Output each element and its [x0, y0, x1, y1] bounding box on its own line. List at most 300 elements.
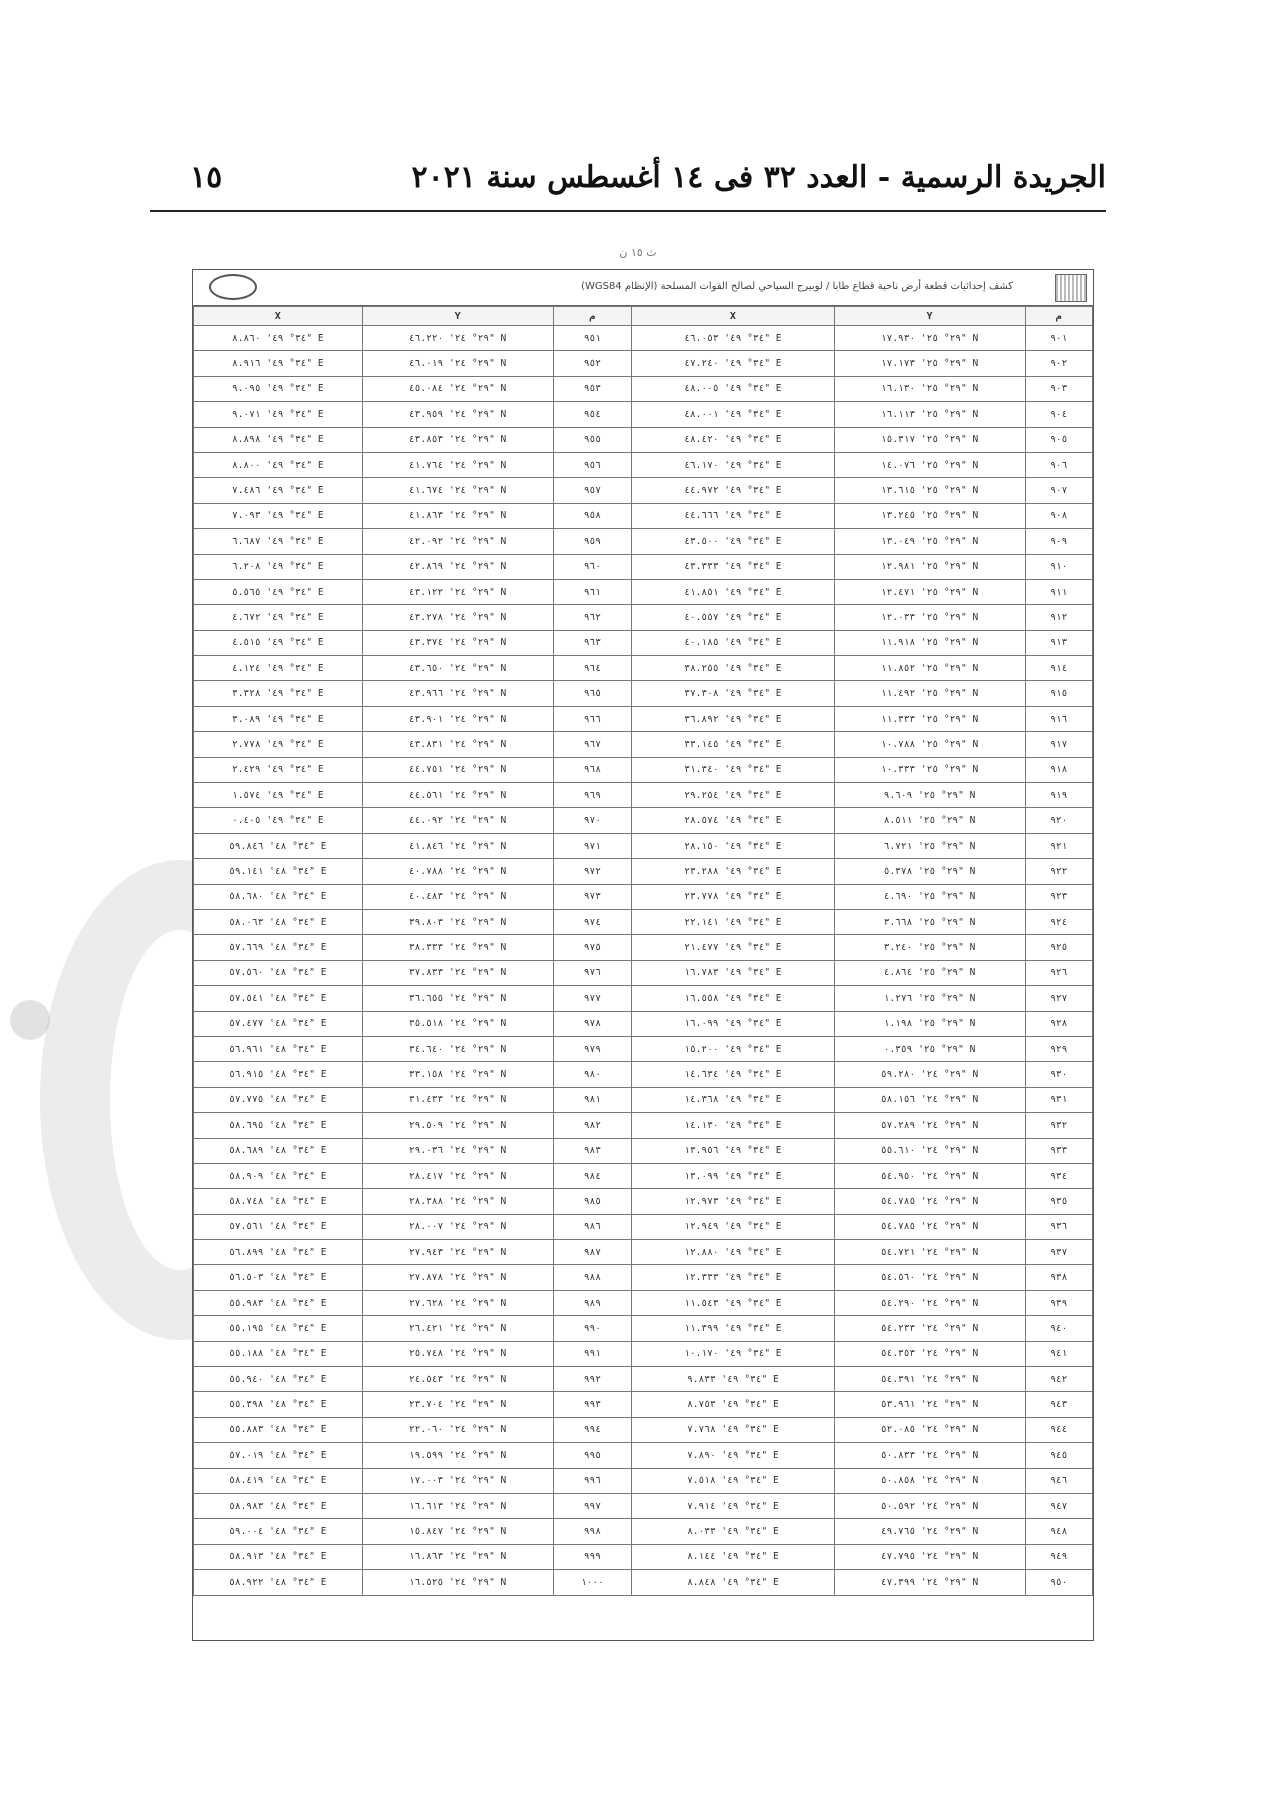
table-cell: ٩١٢: [1025, 605, 1092, 630]
table-row: [194, 326, 1093, 351]
table-row: [194, 503, 1093, 528]
table-cell: ٩٦٨: [553, 757, 632, 782]
table-cell: ٩٢٧: [1025, 986, 1092, 1011]
table-cell: ٢٩° ٢٥' ٩.٦٠٩" N: [834, 783, 1025, 808]
table-cell: ٣٤° ٤٩' ١٣.٠٩٩" E: [632, 1163, 834, 1188]
table-cell: ٣٤° ٤٩' ٧.٩١٤" E: [632, 1493, 834, 1518]
table-cell: ٣٤° ٤٨' ٥٨.٠٦٣" E: [194, 909, 363, 934]
table-cell: ٢٩° ٢٤' ٤٣.٩٠١" N: [362, 706, 553, 731]
coordinates-table: [193, 306, 1093, 1596]
table-cell: ٩١١: [1025, 579, 1092, 604]
table-row: [194, 605, 1093, 630]
table-cell: ٣٤° ٤٩' ٢٨.١٥٠" E: [632, 833, 834, 858]
table-cell: ٣٤° ٤٩' ٤٣.٥٠٠" E: [632, 529, 834, 554]
table-row: [194, 1341, 1093, 1366]
table-cell: ٣٤° ٤٩' ٤٨.٠٠١" E: [632, 402, 834, 427]
table-cell: ٢٩° ٢٥' ٣.٢٤٠" N: [834, 935, 1025, 960]
table-cell: ٢٩° ٢٤' ٣٩.٨٠٣" N: [362, 909, 553, 934]
table-cell: ٩١٦: [1025, 706, 1092, 731]
table-cell: ٣٤° ٤٩' ٨.٨٦٠" E: [194, 326, 363, 351]
table-cell: ٢٩° ٢٤' ٥٧.٢٨٩" N: [834, 1113, 1025, 1138]
table-cell: ٢٩° ٢٥' ١.٢٧٦" N: [834, 986, 1025, 1011]
table-cell: ٩٩٤: [553, 1417, 632, 1442]
table-cell: ٢٩° ٢٥' ٤.٨٦٤" N: [834, 960, 1025, 985]
table-body: [194, 326, 1093, 1596]
table-row: [194, 1468, 1093, 1493]
table-row: [194, 1570, 1093, 1595]
table-cell: ٩٤٩: [1025, 1544, 1092, 1569]
table-cell: ٢٩° ٢٥' ٨.٥١١" N: [834, 808, 1025, 833]
table-cell: ٢٩° ٢٥' ١١.٨٥٢" N: [834, 656, 1025, 681]
table-row: [194, 859, 1093, 884]
table-cell: ٣٤° ٤٩' ٦.٦٨٧" E: [194, 529, 363, 554]
table-row: [194, 706, 1093, 731]
table-cell: ٩٤١: [1025, 1341, 1092, 1366]
table-cell: ٢٩° ٢٥' ١١.٤٩٢" N: [834, 681, 1025, 706]
table-cell: ٩٧٩: [553, 1036, 632, 1061]
table-cell: ٩١٧: [1025, 732, 1092, 757]
table-cell: ٩٤٣: [1025, 1392, 1092, 1417]
table-cell: ٣٤° ٤٩' ٤.٦٧٢" E: [194, 605, 363, 630]
table-cell: ٢٩° ٢٥' ١٦.١١٣" N: [834, 402, 1025, 427]
table-cell: ٩٨٦: [553, 1214, 632, 1239]
table-cell: ٢٩° ٢٤' ٤٤.٥٦١" N: [362, 783, 553, 808]
table-cell: ٩٣٤: [1025, 1163, 1092, 1188]
table-cell: ٢٩° ٢٥' ٣.٦٦٨" N: [834, 909, 1025, 934]
table-cell: ٣٤° ٤٩' ١٤.٣٦٨" E: [632, 1087, 834, 1112]
table-cell: ٣٤° ٤٩' ٢٩.٢٥٤" E: [632, 783, 834, 808]
table-cell: ٢٩° ٢٤' ٢٥.٧٤٨" N: [362, 1341, 553, 1366]
table-cell: ٢٩° ٢٥' ٠.٣٥٩" N: [834, 1036, 1025, 1061]
table-row: [194, 478, 1093, 503]
table-row: [194, 1392, 1093, 1417]
table-row: [194, 579, 1093, 604]
table-cell: ٢٩° ٢٤' ٣٨.٣٣٣" N: [362, 935, 553, 960]
table-cell: ٣٤° ٤٨' ٥٨.٦٩٥" E: [194, 1113, 363, 1138]
table-cell: ٩٦٩: [553, 783, 632, 808]
page-number: ١٥: [190, 160, 223, 195]
table-row: [194, 554, 1093, 579]
table-cell: ٩٢٨: [1025, 1011, 1092, 1036]
table-cell: ٩٦٢: [553, 605, 632, 630]
table-cell: ٩١٥: [1025, 681, 1092, 706]
table-cell: ٩٧٦: [553, 960, 632, 985]
table-cell: ٣٤° ٤٨' ٥٨.٩٠٩" E: [194, 1163, 363, 1188]
table-cell: ٩٧٥: [553, 935, 632, 960]
table-cell: ٢٩° ٢٥' ١٦.١٣٠" N: [834, 376, 1025, 401]
table-row: [194, 1189, 1093, 1214]
table-cell: ٢٩° ٢٤' ٣٧.٨٣٣" N: [362, 960, 553, 985]
table-cell: ٣٤° ٤٩' ١١.٣٩٩" E: [632, 1316, 834, 1341]
table-cell: ٢٩° ٢٤' ٣٥.٥١٨" N: [362, 1011, 553, 1036]
table-cell: ٢٩° ٢٥' ١٧.٩٣٠" N: [834, 326, 1025, 351]
document-caption: [193, 270, 1093, 306]
table-cell: ٩٣٧: [1025, 1240, 1092, 1265]
table-cell: ٣٤° ٤٨' ٥٩.٠٠٤" E: [194, 1519, 363, 1544]
table-cell: ٣٤° ٤٩' ١٦.٥٥٨" E: [632, 986, 834, 1011]
table-cell: ٩٨٩: [553, 1290, 632, 1315]
gazette-title: الجريدة الرسمية - العدد ٣٢ فى ١٤ أغسطس سنة ٢٠٢١: [411, 160, 1106, 195]
table-cell: ٩١٠: [1025, 554, 1092, 579]
table-cell: ٢٩° ٢٤' ١٥.٨٤٧" N: [362, 1519, 553, 1544]
table-cell: ٩٦٣: [553, 630, 632, 655]
table-row: [194, 630, 1093, 655]
table-cell: ٣٤° ٤٨' ٥٥.١٨٨" E: [194, 1341, 363, 1366]
table-cell: ٩٧٠: [553, 808, 632, 833]
table-cell: ٢٩° ٢٤' ٢٧.٦٢٨" N: [362, 1290, 553, 1315]
table-cell: ٩٣٥: [1025, 1189, 1092, 1214]
table-row: [194, 757, 1093, 782]
table-cell: ٣٤° ٤٩' ٤٤.٦٦٦" E: [632, 503, 834, 528]
table-cell: ٣٤° ٤٩' ٣.٠٨٩" E: [194, 706, 363, 731]
table-cell: ٢٩° ٢٤' ٢٨.٠٠٧" N: [362, 1214, 553, 1239]
table-cell: ٢٩° ٢٤' ٢٧.٩٤٣" N: [362, 1240, 553, 1265]
table-cell: ٩٤٨: [1025, 1519, 1092, 1544]
table-cell: ٩٧٨: [553, 1011, 632, 1036]
table-row: [194, 1443, 1093, 1468]
table-cell: ٢٩° ٢٥' ٤.٦٩٠" N: [834, 884, 1025, 909]
table-cell: ٩٤٤: [1025, 1417, 1092, 1442]
table-cell: ٢٩° ٢٥' ١٥.٣١٧" N: [834, 427, 1025, 452]
table-cell: ٢٩° ٢٤' ٥٤.٩٥٠" N: [834, 1163, 1025, 1188]
table-cell: ٣٤° ٤٨' ٥٧.٧٧٥" E: [194, 1087, 363, 1112]
table-cell: ٣٤° ٤٩' ٣.٣٢٨" E: [194, 681, 363, 706]
table-cell: ٢٩° ٢٤' ٥٠.٥٩٢" N: [834, 1493, 1025, 1518]
table-cell: ٣٤° ٤٩' ٢١.٤٧٧" E: [632, 935, 834, 960]
table-cell: ٩٩٨: [553, 1519, 632, 1544]
table-cell: ٢٩° ٢٤' ٢٦.٤٢١" N: [362, 1316, 553, 1341]
table-cell: ٢٩° ٢٤' ٢٩.٠٣٦" N: [362, 1138, 553, 1163]
table-cell: ٢٩° ٢٤' ٤٢.٨٦٩" N: [362, 554, 553, 579]
table-cell: ٣٤° ٤٩' ٧.٥١٨" E: [632, 1468, 834, 1493]
table-cell: ٩٥٨: [553, 503, 632, 528]
table-cell: ٣٤° ٤٩' ٧.٧٦٨" E: [632, 1417, 834, 1442]
table-cell: ٣٤° ٤٨' ٥٥.٩٨٣" E: [194, 1290, 363, 1315]
table-cell: ٢٩° ٢٤' ٥٤.٧٨٥" N: [834, 1189, 1025, 1214]
table-row: [194, 909, 1093, 934]
table-cell: ٩٤٢: [1025, 1367, 1092, 1392]
table-row: [194, 1265, 1093, 1290]
table-cell: ٢٩° ٢٥' ١٣.٠٤٩" N: [834, 529, 1025, 554]
table-row: [194, 1240, 1093, 1265]
table-cell: ٩٩١: [553, 1341, 632, 1366]
table-cell: ٢٩° ٢٤' ٤٦.٢٢٠" N: [362, 326, 553, 351]
table-cell: ٢٩° ٢٤' ٤٣.١٢٢" N: [362, 579, 553, 604]
table-cell: ٢٩° ٢٤' ٤٦.٠١٩" N: [362, 351, 553, 376]
table-row: [194, 1544, 1093, 1569]
table-cell: ٢٩° ٢٤' ٤٥.٠٨٤" N: [362, 376, 553, 401]
table-cell: ٣٤° ٤٨' ٥٨.٩٢٢" E: [194, 1570, 363, 1595]
table-cell: ٢٩° ٢٤' ٢٧.٨٧٨" N: [362, 1265, 553, 1290]
table-cell: ٢٩° ٢٥' ١.١٩٨" N: [834, 1011, 1025, 1036]
table-cell: ٩٣٢: [1025, 1113, 1092, 1138]
table-cell: ٣٤° ٤٩' ١٦.٧٨٣" E: [632, 960, 834, 985]
table-cell: ٣٤° ٤٩' ٨.٨٤٨" E: [632, 1570, 834, 1595]
table-cell: ٩٩٢: [553, 1367, 632, 1392]
stamp-icon: [209, 274, 257, 300]
table-cell: ٢٩° ٢٤' ٥٣.٩٦١" N: [834, 1392, 1025, 1417]
table-cell: ٢٩° ٢٤' ١٦.٥٢٥" N: [362, 1570, 553, 1595]
table-cell: ٩٠٣: [1025, 376, 1092, 401]
table-cell: ٣٤° ٤٩' ٤٦.٠٥٣" E: [632, 326, 834, 351]
table-cell: ٢٩° ٢٤' ٤١.٦٧٤" N: [362, 478, 553, 503]
table-cell: ٣٤° ٤٩' ١٢.٨٨٠" E: [632, 1240, 834, 1265]
table-row: [194, 376, 1093, 401]
table-row: [194, 1087, 1093, 1112]
table-cell: ٣٤° ٤٩' ٩.٠٧١" E: [194, 402, 363, 427]
table-cell: ٣٤° ٤٨' ٥٨.٤١٩" E: [194, 1468, 363, 1493]
table-cell: ٩٥٧: [553, 478, 632, 503]
table-row: [194, 783, 1093, 808]
table-cell: ٢٩° ٢٥' ٦.٧٢١" N: [834, 833, 1025, 858]
table-cell: ٢٩° ٢٤' ٥٤.٣٩١" N: [834, 1367, 1025, 1392]
table-cell: ٩١٩: [1025, 783, 1092, 808]
table-cell: ٩٠٨: [1025, 503, 1092, 528]
sheet-label: ث ١٥ ن: [619, 246, 657, 259]
table-row: [194, 1316, 1093, 1341]
table-cell: ٣٤° ٤٨' ٥٩.٨٤٦" E: [194, 833, 363, 858]
table-cell: ٣٤° ٤٩' ٠.٤٠٥" E: [194, 808, 363, 833]
table-cell: ٩٠٥: [1025, 427, 1092, 452]
table-cell: ٣٤° ٤٩' ٢٨.٥٧٤" E: [632, 808, 834, 833]
table-cell: ٣٤° ٤٩' ١٤.٦٣٤" E: [632, 1062, 834, 1087]
table-cell: ٣٤° ٤٩' ١٢.٩٤٩" E: [632, 1214, 834, 1239]
table-row: [194, 351, 1093, 376]
table-cell: ٣٤° ٤٩' ٢٢.١٤١" E: [632, 909, 834, 934]
table-cell: ٣٤° ٤٩' ١١.٥٤٣" E: [632, 1290, 834, 1315]
table-cell: ٩٠٢: [1025, 351, 1092, 376]
table-cell: ٩٤٦: [1025, 1468, 1092, 1493]
table-row: [194, 656, 1093, 681]
table-row: [194, 1163, 1093, 1188]
table-cell: ٣٤° ٤٨' ٥٨.٦٨٩" E: [194, 1138, 363, 1163]
table-cell: ٣٤° ٤٩' ٤٤.٩٧٢" E: [632, 478, 834, 503]
table-cell: ٣٤° ٤٨' ٥٨.٩٨٣" E: [194, 1493, 363, 1518]
table-cell: ٢٩° ٢٥' ١٠.٣٣٣" N: [834, 757, 1025, 782]
table-cell: ٣٤° ٤٨' ٥٨.٦٨٠" E: [194, 884, 363, 909]
table-row: [194, 1519, 1093, 1544]
table-cell: ٩٩٧: [553, 1493, 632, 1518]
table-cell: ٣٤° ٤٨' ٥٦.٨٩٩" E: [194, 1240, 363, 1265]
table-cell: ٩٦٦: [553, 706, 632, 731]
table-cell: ٣٤° ٤٨' ٥٦.٥٠٣" E: [194, 1265, 363, 1290]
table-cell: ٣٤° ٤٩' ١٢.٩٧٣" E: [632, 1189, 834, 1214]
table-cell: ٩٠٧: [1025, 478, 1092, 503]
table-cell: ٣٤° ٤٨' ٥٨.٩١٣" E: [194, 1544, 363, 1569]
logo-icon: [1055, 274, 1087, 302]
table-cell: ٩١٤: [1025, 656, 1092, 681]
table-cell: ٣٤° ٤٩' ٤٣.٣٣٣" E: [632, 554, 834, 579]
table-cell: ٣٤° ٤٨' ٥٧.٤٧٧" E: [194, 1011, 363, 1036]
table-cell: ٢٩° ٢٤' ٤٣.٩٦٦" N: [362, 681, 553, 706]
coordinates-document: [192, 269, 1094, 1641]
table-cell: ٩٣٦: [1025, 1214, 1092, 1239]
table-cell: ٢٩° ٢٤' ٤٠.٧٨٨" N: [362, 859, 553, 884]
table-cell: ٣٤° ٤٩' ٤.٥١٥" E: [194, 630, 363, 655]
table-cell: ٢٩° ٢٤' ٥٥.٦١٠" N: [834, 1138, 1025, 1163]
table-row: [194, 884, 1093, 909]
table-row: [194, 960, 1093, 985]
table-cell: ٩٥٥: [553, 427, 632, 452]
table-row: [194, 1417, 1093, 1442]
table-cell: ٣٤° ٤٩' ٤٦.١٧٠" E: [632, 452, 834, 477]
table-cell: ٩٧٤: [553, 909, 632, 934]
table-row: [194, 452, 1093, 477]
table-cell: ٢٩° ٢٥' ١٢.٩٨١" N: [834, 554, 1025, 579]
table-cell: ٣٤° ٤٩' ٧.٠٩٣" E: [194, 503, 363, 528]
table-cell: ٢٩° ٢٥' ١٠.٧٨٨" N: [834, 732, 1025, 757]
table-row: [194, 935, 1093, 960]
table-cell: ٣٤° ٤٩' ١٥.٢٠٠" E: [632, 1036, 834, 1061]
table-cell: ٩٧٢: [553, 859, 632, 884]
table-cell: ٢٩° ٢٤' ٤٧.٧٩٥" N: [834, 1544, 1025, 1569]
table-cell: ٣٤° ٤٨' ٥٥.١٩٥" E: [194, 1316, 363, 1341]
table-cell: ٩٤٠: [1025, 1316, 1092, 1341]
table-cell: ٣٤° ٤٩' ٢٣.٧٧٨" E: [632, 884, 834, 909]
table-row: [194, 681, 1093, 706]
header-x-left: X: [632, 307, 834, 326]
table-row: [194, 1138, 1093, 1163]
table-cell: ٣٤° ٤٩' ١٦.٠٩٩" E: [632, 1011, 834, 1036]
table-cell: ٣٤° ٤٨' ٥٨.٧٤٨" E: [194, 1189, 363, 1214]
table-cell: ٣٤° ٤٨' ٥٥.٩٤٠" E: [194, 1367, 363, 1392]
table-cell: ٩٠٤: [1025, 402, 1092, 427]
table-cell: ٩٩٩: [553, 1544, 632, 1569]
table-row: [194, 1011, 1093, 1036]
table-cell: ٩٧٧: [553, 986, 632, 1011]
table-cell: ٩٨٧: [553, 1240, 632, 1265]
table-cell: ٢٩° ٢٤' ٥٠.٨٥٨" N: [834, 1468, 1025, 1493]
table-cell: ٩٩٣: [553, 1392, 632, 1417]
table-cell: ٢٩° ٢٤' ٤٣.٨٣١" N: [362, 732, 553, 757]
table-cell: ٣٤° ٤٩' ٣٣.١٤٥" E: [632, 732, 834, 757]
table-cell: ٩٦١: [553, 579, 632, 604]
table-cell: ٢٩° ٢٥' ١٢.٠٣٣" N: [834, 605, 1025, 630]
table-cell: ٩٢٩: [1025, 1036, 1092, 1061]
table-cell: ٢٩° ٢٤' ٢٨.٤١٧" N: [362, 1163, 553, 1188]
header-no-right: م: [553, 307, 632, 326]
table-cell: ٣٤° ٤٩' ٩.٨٣٣" E: [632, 1367, 834, 1392]
table-cell: ٢٩° ٢٤' ٤٣.٦٥٠" N: [362, 656, 553, 681]
table-cell: ٣٤° ٤٩' ٨.١٤٤" E: [632, 1544, 834, 1569]
table-row: [194, 1062, 1093, 1087]
table-cell: ٢٩° ٢٤' ٤١.٨٤٦" N: [362, 833, 553, 858]
table-cell: ٢٩° ٢٤' ٢٨.٣٨٨" N: [362, 1189, 553, 1214]
header-no-left: م: [1025, 307, 1092, 326]
table-row: [194, 1367, 1093, 1392]
table-cell: ٣٤° ٤٨' ٥٧.٥٤١" E: [194, 986, 363, 1011]
table-cell: ٢٩° ٢٥' ١٢.٤٧١" N: [834, 579, 1025, 604]
table-cell: ٣٤° ٤٨' ٥٥.٨٨٣" E: [194, 1417, 363, 1442]
table-cell: ٢٩° ٢٤' ١٧.٠٠٣" N: [362, 1468, 553, 1493]
table-cell: ٢٩° ٢٤' ٤١.٨٦٣" N: [362, 503, 553, 528]
table-cell: ٩٩٦: [553, 1468, 632, 1493]
table-cell: ٩٦٧: [553, 732, 632, 757]
table-cell: ٢٩° ٢٤' ٣٦.٦٥٥" N: [362, 986, 553, 1011]
table-cell: ٣٤° ٤٩' ١٣.٩٥٦" E: [632, 1138, 834, 1163]
table-row: [194, 402, 1093, 427]
table-cell: ٣٤° ٤٨' ٥٧.٥٦١" E: [194, 1214, 363, 1239]
table-cell: ٢٩° ٢٥' ١٤.٠٧٦" N: [834, 452, 1025, 477]
table-cell: ٣٤° ٤٩' ٤.١٢٤" E: [194, 656, 363, 681]
table-cell: ٩٥٠: [1025, 1570, 1092, 1595]
table-cell: ٩٣٣: [1025, 1138, 1092, 1163]
table-cell: ٩٨٣: [553, 1138, 632, 1163]
table-cell: ٣٤° ٤٩' ٥.٥٦٥" E: [194, 579, 363, 604]
table-cell: ٣٤° ٤٩' ٨.٩١٦" E: [194, 351, 363, 376]
table-cell: ٣٤° ٤٩' ٩.٠٩٥" E: [194, 376, 363, 401]
table-cell: ٢٩° ٢٤' ١٦.٨٦٣" N: [362, 1544, 553, 1569]
table-row: [194, 427, 1093, 452]
table-cell: ٩٥٢: [553, 351, 632, 376]
header-y-right: Y: [362, 307, 553, 326]
table-row: [194, 1113, 1093, 1138]
table-cell: ٣٤° ٤٩' ١٢.٣٣٣" E: [632, 1265, 834, 1290]
table-cell: ٩٨٨: [553, 1265, 632, 1290]
table-cell: ٢٩° ٢٤' ٥٤.٧٢١" N: [834, 1240, 1025, 1265]
table-cell: ٣٤° ٤٨' ٥٧.٦٦٩" E: [194, 935, 363, 960]
page-header: [150, 160, 1106, 212]
table-row: [194, 1214, 1093, 1239]
table-cell: ٢٩° ٢٤' ٤٣.٢٧٨" N: [362, 605, 553, 630]
table-cell: ٣٤° ٤٩' ٤٠.٥٥٧" E: [632, 605, 834, 630]
table-cell: ٩٩٥: [553, 1443, 632, 1468]
table-cell: ٣٤° ٤٨' ٥٦.٩٦١" E: [194, 1036, 363, 1061]
table-cell: ٣٤° ٤٩' ٨.٧٥٣" E: [632, 1392, 834, 1417]
table-cell: ٩٤٥: [1025, 1443, 1092, 1468]
table-cell: ٩٦٠: [553, 554, 632, 579]
table-cell: ٢٩° ٢٤' ٤٤.٧٥١" N: [362, 757, 553, 782]
table-cell: ٩٨٠: [553, 1062, 632, 1087]
table-cell: ٩٣٠: [1025, 1062, 1092, 1087]
table-cell: ٣٤° ٤٩' ٣٧.٣٠٨" E: [632, 681, 834, 706]
table-cell: ٣٤° ٤٩' ٣١.٣٤٠" E: [632, 757, 834, 782]
table-cell: ٣٤° ٤٩' ٣٦.٨٩٢" E: [632, 706, 834, 731]
table-cell: ٩٨١: [553, 1087, 632, 1112]
table-cell: ٢٩° ٢٤' ٥٢.٠٨٥" N: [834, 1417, 1025, 1442]
table-cell: ٢٩° ٢٤' ٥٩.٢٨٠" N: [834, 1062, 1025, 1087]
table-cell: ٢٩° ٢٤' ٤٠.٤٨٣" N: [362, 884, 553, 909]
table-row: [194, 732, 1093, 757]
header-x-right: X: [194, 307, 363, 326]
table-cell: ٣٤° ٤٨' ٥٧.٥٦٠" E: [194, 960, 363, 985]
table-cell: ٢٩° ٢٤' ٢٣.٧٠٤" N: [362, 1392, 553, 1417]
table-header-row: [194, 307, 1093, 326]
table-cell: ٣٤° ٤٩' ٤٧.٢٤٠" E: [632, 351, 834, 376]
table-row: [194, 1290, 1093, 1315]
table-cell: ٢٩° ٢٤' ٢٩.٥٠٩" N: [362, 1113, 553, 1138]
table-cell: ٣٤° ٤٩' ٢.٤٢٩" E: [194, 757, 363, 782]
table-cell: ٢٩° ٢٤' ٥٤.٢٣٣" N: [834, 1316, 1025, 1341]
table-cell: ٩٢٥: [1025, 935, 1092, 960]
table-cell: ٢٩° ٢٥' ١١.٣٣٣" N: [834, 706, 1025, 731]
watermark-dot: [10, 1000, 50, 1040]
table-cell: ٣٤° ٤٩' ٤٨.٠٠٥" E: [632, 376, 834, 401]
table-cell: ٣٤° ٤٩' ٨.٨٠٠" E: [194, 452, 363, 477]
table-row: [194, 986, 1093, 1011]
table-cell: ٣٤° ٤٩' ١٤.١٣٠" E: [632, 1113, 834, 1138]
table-cell: ٢٩° ٢٥' ٥.٣٧٨" N: [834, 859, 1025, 884]
table-cell: ٩٦٤: [553, 656, 632, 681]
table-cell: ٢٩° ٢٤' ٢٢.٠٦٠" N: [362, 1417, 553, 1442]
table-cell: ٩٥٦: [553, 452, 632, 477]
table-cell: ٩٢١: [1025, 833, 1092, 858]
table-cell: ٩٢٤: [1025, 909, 1092, 934]
table-cell: ٢٩° ٢٤' ٤٩.٧٦٥" N: [834, 1519, 1025, 1544]
table-cell: ٣٤° ٤٨' ٥٥.٣٩٨" E: [194, 1392, 363, 1417]
table-cell: ٢٩° ٢٤' ٥٤.٧٨٥" N: [834, 1214, 1025, 1239]
table-cell: ٩٥٤: [553, 402, 632, 427]
